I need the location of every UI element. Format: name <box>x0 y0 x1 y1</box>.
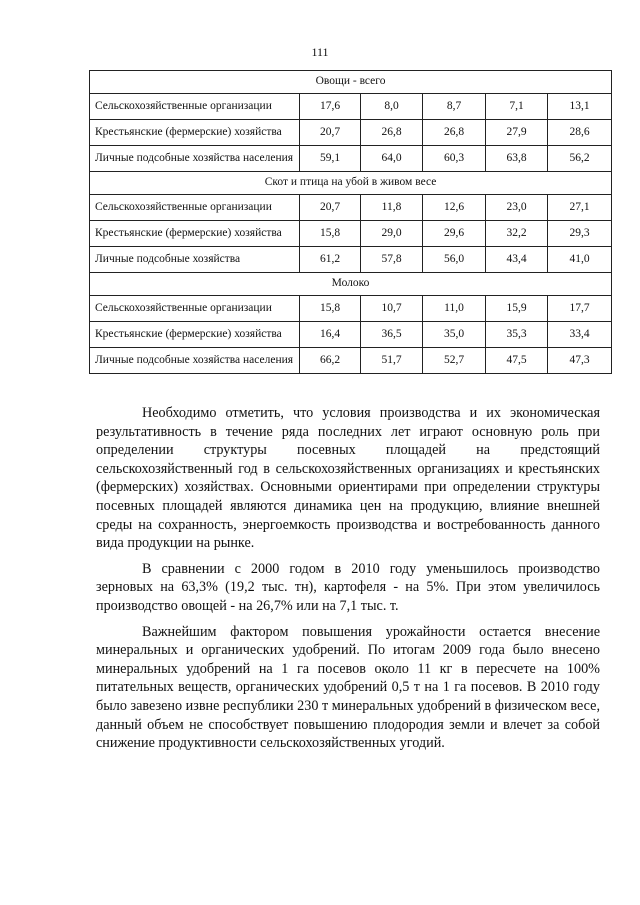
table-cell: 29,0 <box>361 221 423 247</box>
table-cell: 23,0 <box>486 195 548 221</box>
row-label: Сельскохозяйственные организации <box>90 296 300 322</box>
section-title: Овощи - всего <box>90 71 612 94</box>
table-cell: 41,0 <box>548 247 612 273</box>
section-title: Молоко <box>90 273 612 296</box>
table-cell: 15,8 <box>300 296 361 322</box>
row-label: Личные подсобные хозяйства <box>90 247 300 273</box>
table-cell: 12,6 <box>423 195 486 221</box>
table-cell: 56,0 <box>423 247 486 273</box>
table-cell: 47,3 <box>548 348 612 374</box>
table-cell: 11,0 <box>423 296 486 322</box>
table-cell: 27,9 <box>486 120 548 146</box>
row-label: Личные подсобные хозяйства населения <box>90 348 300 374</box>
table-cell: 13,1 <box>548 94 612 120</box>
table-cell: 47,5 <box>486 348 548 374</box>
table-cell: 52,7 <box>423 348 486 374</box>
table-cell: 17,6 <box>300 94 361 120</box>
section-header-row <box>90 172 612 195</box>
section-title: Скот и птица на убой в живом весе <box>90 172 612 195</box>
table-cell: 28,6 <box>548 120 612 146</box>
table-cell: 32,2 <box>486 221 548 247</box>
table-cell: 17,7 <box>548 296 612 322</box>
page-number: 111 <box>311 45 329 59</box>
table-cell: 10,7 <box>361 296 423 322</box>
row-label: Сельскохозяйственные организации <box>90 94 300 120</box>
table-row <box>90 195 612 221</box>
table-cell: 51,7 <box>361 348 423 374</box>
table-cell: 60,3 <box>423 146 486 172</box>
section-header-row <box>90 71 612 94</box>
table-cell: 8,7 <box>423 94 486 120</box>
table-cell: 36,5 <box>361 322 423 348</box>
table-cell: 16,4 <box>300 322 361 348</box>
table-cell: 15,8 <box>300 221 361 247</box>
row-label: Сельскохозяйственные организации <box>90 195 300 221</box>
table-cell: 43,4 <box>486 247 548 273</box>
section-header-row <box>90 273 612 296</box>
table-cell: 63,8 <box>486 146 548 172</box>
paragraph: Важнейшим фактором повышения урожайности остается внесение минеральных и органических удобрений. По итогам 2009 года было внесено минеральных удобрений на 1 га посевов около 11 кг в пересчете на 100% питательных веществ, органических удобрений 0,5 т на 1 га посевов. В 2010 году было завезено извне республики 230 т минеральных удобрений в физическом весе, данный объем не способствует повышению плодородия земли и влечет за собой снижение продуктивности сельскохозяйственных угодий. <box>96 623 600 752</box>
table-cell: 11,8 <box>361 195 423 221</box>
table-cell: 59,1 <box>300 146 361 172</box>
table-cell: 35,3 <box>486 322 548 348</box>
table-row <box>90 296 612 322</box>
table-row <box>90 348 612 374</box>
table-cell: 15,9 <box>486 296 548 322</box>
table-cell: 35,0 <box>423 322 486 348</box>
table-row <box>90 146 612 172</box>
table-cell: 64,0 <box>361 146 423 172</box>
table-cell: 29,3 <box>548 221 612 247</box>
table-row <box>90 94 612 120</box>
table-row <box>90 120 612 146</box>
paragraph: Необходимо отметить, что условия производства и их экономическая результативность в течение ряда последних лет играют основную роль при определении структуры посевных площадей на предстоящий сельскохозяйственный год в сельскохозяйственных организациях и крестьянских (фермерских) хозяйствах. Основными ориентирами при определении структуры посевных площадей являются динамика цен на продукцию, влияние внешней среды на сохранность, энергоемкость производства и востребованность данного вида продукции на рынке. <box>96 405 600 552</box>
table-cell: 26,8 <box>361 120 423 146</box>
body-text <box>96 404 600 753</box>
table-cell: 33,4 <box>548 322 612 348</box>
table-cell: 56,2 <box>548 146 612 172</box>
table-cell: 61,2 <box>300 247 361 273</box>
row-label: Крестьянские (фермерские) хозяйства <box>90 120 300 146</box>
table-cell: 8,0 <box>361 94 423 120</box>
table-cell: 66,2 <box>300 348 361 374</box>
table-cell: 7,1 <box>486 94 548 120</box>
row-label: Личные подсобные хозяйства населения <box>90 146 300 172</box>
row-label: Крестьянские (фермерские) хозяйства <box>90 322 300 348</box>
table-cell: 26,8 <box>423 120 486 146</box>
paragraph: В сравнении с 2000 годом в 2010 году уменьшилось производство зерновых на 63,3% (19,2 тыс. тн), картофеля - на 5%. При этом увеличилось производство овощей - на 26,7% или на 7,1 тыс. т. <box>96 560 600 614</box>
table-row <box>90 221 612 247</box>
table-row <box>90 322 612 348</box>
table-row <box>90 247 612 273</box>
table-cell: 29,6 <box>423 221 486 247</box>
statistics-table <box>89 70 612 374</box>
table-cell: 57,8 <box>361 247 423 273</box>
table-cell: 27,1 <box>548 195 612 221</box>
row-label: Крестьянские (фермерские) хозяйства <box>90 221 300 247</box>
table-cell: 20,7 <box>300 120 361 146</box>
table-cell: 20,7 <box>300 195 361 221</box>
